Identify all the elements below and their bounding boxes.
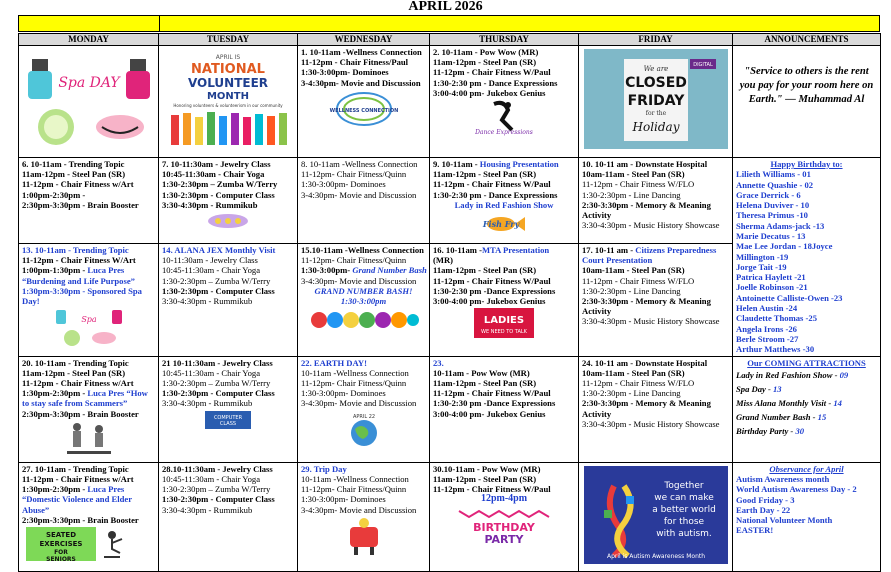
svg-text:Fish Fry: Fish Fry (482, 219, 520, 230)
activity: 1:30-2:30 pm - Dance Expressions (433, 77, 558, 88)
coming-list (736, 368, 877, 438)
svg-text:NATIONAL: NATIONAL (191, 62, 265, 77)
cell-mon-week3: 13. 10-11am - Trending Topic 11-12pm - Chair Fitness W/Art 1:00pm-1:30pm - Luca Pres “Burdening and Life Purpose” 1:30pm-3:30pm - Sponsored Spa Day! Spa (19, 243, 159, 356)
seated-exercises-image (26, 527, 126, 561)
svg-text:Holiday: Holiday (632, 120, 679, 134)
svg-text:VOLUNTEER: VOLUNTEER (187, 76, 269, 90)
birthday-item: Lilieth Williams - 01 (736, 169, 811, 180)
activity: 11am-12pm - Steel Pan (SR) (433, 57, 537, 68)
dance-expressions-logo (474, 100, 534, 136)
cell-thu-week3: 16. 10-11am -MTA Presentation (MR) 11am-12pm - Steel Pan (SR) 11-12pm - Chair Fitness W/Paul 1:30-2:30 pm -Dance Expressions 3:00-4:00 pm- Jukebox Genius LADIES WE NEED TO TALK (430, 243, 579, 356)
cell-tue-week1 (159, 46, 298, 158)
cell-tue-week2: 7. 10-11:30am - Jewelry Class 10:45-11:30am - Chair Yoga 1:30-2:30pm – Zumba W/Terry 1:30-2:30pm - Computer Class 3:30-4:30pm - Rummikub (159, 158, 298, 244)
cell-wed-week1 (298, 46, 430, 158)
week-row-1 (19, 46, 881, 158)
svg-text:FRIDAY: FRIDAY (627, 93, 684, 109)
cell-fri-week3: 17. 10-11 am - Citizens Preparedness Court Presentation 10am-11am - Steel Pan (SR) 11-12pm - Chair Fitness W/FLO 1:30-2:30pm - Line Dancing 2:30-3:30pm - Memory & Meaning Activity 3:30-4:30pm - Music History Showcase (579, 243, 733, 356)
cell-thu-week1 (430, 46, 579, 158)
birthday-item: Antoinette Calliste-Owen -23 (736, 292, 843, 303)
spa-day-image (24, 49, 154, 149)
cell-observances (733, 462, 881, 571)
svg-text:Honoring volunteers & voluntee: Honoring volunteers & volunteerism in our community (173, 103, 283, 108)
birthday-item: Marie Decatus - 13 (736, 230, 806, 241)
svg-text:LADIES: LADIES (483, 315, 525, 327)
svg-text:Dance Expressions: Dance Expressions (475, 129, 533, 137)
svg-text:CLOSED: CLOSED (624, 75, 687, 91)
coming-attraction-item: Birthday Party - 30 (736, 425, 805, 436)
svg-text:Spa: Spa (80, 315, 97, 325)
svg-text:WELLNESS CONNECTION: WELLNESS CONNECTION (329, 107, 398, 114)
birthday-list (736, 169, 877, 354)
yellow-banner (18, 15, 880, 32)
activity: 2. 10-11am - Pow Wow (MR) (433, 47, 539, 57)
observance-item: World Autism Awareness Day - 2 (736, 484, 857, 495)
svg-text:APRIL 22: APRIL 22 (352, 413, 375, 420)
svg-text:a better world: a better world (651, 504, 716, 515)
cell-thu-week2: 9. 10-11am - Housing Presentation 11am-12pm - Steel Pan (SR) 11-12pm - Chair Fitness W/Paul 1:30-2:30 pm - Dance Expressions Lady in Red Fashion Show Fish Fry (430, 158, 579, 244)
cell-tue-week3: 14. ALANA JEX Monthly Visit 10-11:30am - Jewelry Class 10:45-11:30am - Chair Yoga 1:30-2:30pm – Zumba W/Terry 1:30-2:30pm - Computer Class 3:30-4:30pm - Rummikub (159, 243, 298, 356)
activity: 11-12pm - Chair Fitness W/Paul (433, 67, 551, 78)
birthday-item: Helen Austin -24 (736, 303, 798, 314)
header-tuesday: TUESDAY (159, 34, 298, 46)
calendar-title: APRIL 2026 (408, 0, 483, 14)
week-row-4 (19, 356, 881, 462)
spa-day-small-image (54, 308, 124, 348)
svg-text:BIRTHDAY: BIRTHDAY (473, 520, 535, 534)
svg-text:CLASS: CLASS (219, 420, 237, 427)
cell-fri-week1 (579, 46, 733, 158)
birthday-item: Mae Lee Jordan - 18Joyce (736, 241, 833, 252)
fashion-show-label: Lady in Red Fashion Show (454, 199, 554, 210)
birthday-item: Patrica Haylett -21 (736, 272, 806, 283)
week-row-2 (19, 158, 881, 244)
birthday-party-image (454, 507, 554, 547)
cell-mon-week5: 27. 10-11am - Trending Topic 11-12pm - Chair Fitness w/Art 1:30pm-2:30pm - Luca Pres “Domestic Violence and Elder Abuse” 2:30pm-3:30pm - Brain Booster SEATED EXERCISES FOR SENIORS (19, 462, 159, 571)
svg-text:for the: for the (645, 110, 666, 117)
cell-announcements-quote (733, 46, 881, 158)
cell-thu-week5: 30.10-11am - Pow Wow (MR) 11am-12pm - Steel Pan (SR) 11-12pm - Chair Fitness W/Paul 12pm-4pm BIRTHDAY PARTY (430, 462, 579, 571)
svg-text:SENIORS: SENIORS (46, 555, 76, 563)
ladies-talk-image (474, 308, 534, 338)
activity: 1:30-3:00pm- Dominoes (301, 67, 389, 78)
header-friday: FRIDAY (579, 34, 733, 46)
cell-mon-week4: 20. 10-11am - Trending Topic 11am-12pm - Steel Pan (SR) 11-12pm - Chair Fitness w/Art 1:30pm-2:30pm - Luca Pres “How to stay safe from Scammers” 2:30pm-3:30pm - Brain Booster (19, 356, 159, 462)
observance-title: Observance for April (769, 463, 844, 474)
birthday-item: Berle Stroom -27 (736, 333, 799, 344)
jewelry-image (206, 212, 250, 230)
birthday-item: Angela Irons -26 (736, 323, 797, 334)
coming-title: Our COMING ATTRACTIONS (747, 357, 866, 368)
observance-list (736, 474, 877, 536)
cell-tue-week4: 21 10-11:30am - Jewelry Class 10:45-11:30am - Chair Yoga 1:30-2:30pm – Zumba W/Terry 1:30-2:30pm - Computer Class 3:30-4:30pm - Rummikub COMPUTER CLASS (159, 356, 298, 462)
quote-text: "Service to others is the rent you pay for your room here on Earth." — Muhammad Al (739, 66, 874, 105)
birthday-item: Claudette Thomas -25 (736, 313, 818, 324)
observance-item: National Volunteer Month (736, 515, 833, 526)
svg-text:MONTH: MONTH (206, 91, 250, 102)
svg-text:APRIL IS: APRIL IS (215, 54, 241, 61)
earth-day-image (333, 411, 395, 451)
svg-text:we can make: we can make (653, 492, 714, 503)
coming-attraction-item: Grand Number Bash - 15 (736, 411, 827, 422)
svg-text:DIGITAL: DIGITAL (692, 62, 713, 68)
svg-text:COMPUTER: COMPUTER (213, 414, 243, 421)
coming-attraction-item: Spa Day - 13 (736, 383, 782, 394)
svg-text:with autism.: with autism. (655, 528, 712, 539)
bingo-balls-image (309, 308, 419, 332)
activity: 1. 10-11am -Wellness Connection (301, 47, 422, 57)
observance-item: Good Friday - 3 (736, 494, 795, 505)
birthday-item: Sherma Adams-jack -13 (736, 220, 825, 231)
activity: 3:00-4:00 pm- Jukebox Genius (433, 87, 546, 98)
birthday-item: Millington -19 (736, 251, 789, 262)
cell-fri-week5 (579, 462, 733, 571)
coming-attraction-item: Lady in Red Fashion Show - 09 (736, 369, 849, 380)
fish-fry-image (479, 212, 529, 236)
coming-attraction-item: Miss Alana Monthly Visit - 14 (736, 397, 842, 408)
svg-text:EXERCISES: EXERCISES (39, 539, 83, 548)
cell-tue-week5: 28.10-11:30am - Jewelry Class 10:45-11:30am - Chair Yoga 1:30-2:30pm – Zumba W/Terry 1:30-2:30pm - Computer Class 3:30-4:30pm - Rummikub (159, 462, 298, 571)
party-time: 12pm-4pm (480, 493, 528, 505)
birthday-item: Helena Duviver - 10 (736, 200, 810, 211)
cell-wed-week5: 29. Trip Day 10-11am -Wellness Connection 11-12pm- Chair Fitness/Quinn 1:30-3:00pm- Dominoes 3-4:30pm- Movie and Discussion (298, 462, 430, 571)
birthday-item: Grace Derrick - 6 (736, 189, 801, 200)
header-monday: MONDAY (19, 34, 159, 46)
weekday-header-row (19, 34, 881, 46)
cell-birthdays (733, 158, 881, 357)
cell-mon-week1 (19, 46, 159, 158)
cell-fri-week2: 10. 10-11 am - Downstate Hospital 10am-11am - Steel Pan (SR) 11-12pm - Chair Fitness W/FLO 1:30-2:30pm - Line Dancing 2:30-3:30pm - Memory & Meaning Activity 3:30-4:30pm - Music History Showcase (579, 158, 733, 244)
observance-item: EASTER! (736, 525, 774, 536)
week-row-5 (19, 462, 881, 571)
svg-text:FOR: FOR (54, 548, 68, 556)
cell-wed-week3: 15.10-11am -Wellness Connection 11-12pm- Chair Fitness/Quinn 1:30-3:00pm- Grand Number Bash 3-4:30pm- Movie and Discussion GRAND NUMBER BASH! 1:30-3:00pm (298, 243, 430, 356)
header-wednesday: WEDNESDAY (298, 34, 430, 46)
observance-item: Earth Day - 22 (736, 504, 791, 515)
svg-text:April is Autism Awareness Mont: April is Autism Awareness Month (606, 552, 705, 560)
activity: 3-4:30pm- Movie and Discussion (301, 77, 421, 88)
birthday-item: Jorge Tait -19 (736, 261, 787, 272)
svg-text:Together: Together (663, 480, 704, 491)
cell-wed-week2: 8. 10-11am -Wellness Connection 11-12pm- Chair Fitness/Quinn 1:30-3:00pm- Dominoes 3-4:30pm- Movie and Discussion (298, 158, 430, 244)
birthday-title: Happy Birthday to: (770, 159, 843, 169)
header-announcements: ANNOUNCEMENTS (733, 34, 881, 46)
svg-text:for those: for those (663, 516, 704, 527)
birthday-item: Joelle Robinson -21 (736, 282, 808, 293)
svg-text:SEATED: SEATED (45, 530, 77, 539)
cell-wed-week4: 22. EARTH DAY! 10-11am -Wellness Connection 11-12pm- Chair Fitness/Quinn 1:30-3:00pm- Dominoes 3-4:30pm- Movie and Discussion APRIL 22 (298, 356, 430, 462)
trip-day-image (342, 517, 386, 557)
computer-class-image (205, 411, 251, 429)
exercise-image (59, 421, 119, 461)
spa-day-text: Spa DAY (57, 75, 120, 91)
header-thursday: THURSDAY (430, 34, 579, 46)
autism-awareness-image (584, 466, 728, 564)
birthday-item: Annette Quashie - 02 (736, 179, 814, 190)
closed-friday-image (584, 49, 728, 149)
birthday-item: Arthur Matthews -30 (736, 344, 815, 355)
observance-item: Autism Awareness month (736, 473, 830, 484)
svg-text:PARTY: PARTY (484, 532, 524, 546)
cell-thu-week4: 23. 10-11am - Pow Wow (MR) 11am-12pm - Steel Pan (SR) 11-12pm - Chair Fitness W/Paul 1:30-2:30 pm -Dance Expressions 3:00-4:00 pm- Jukebox Genius (430, 356, 579, 462)
activity: 11-12pm - Chair Fitness/Paul (301, 57, 409, 68)
calendar-grid (18, 33, 881, 572)
svg-text:WE NEED TO TALK: WE NEED TO TALK (481, 329, 527, 336)
wellness-connection-logo (329, 90, 398, 128)
birthday-item: Theresa Primus -10 (736, 210, 808, 221)
svg-text:We are: We are (643, 65, 668, 73)
cell-coming-attractions (733, 356, 881, 462)
cell-mon-week2: 6. 10-11am - Trending Topic 11am-12pm - Steel Pan (SR) 11-12pm - Chair Fitness w/Art 1:00pm-2:30pm - 2:30pm-3:30pm - Brain Booster (19, 158, 159, 244)
cell-fri-week4: 24. 10-11 am - Downstate Hospital 10am-11am - Steel Pan (SR) 11-12pm - Chair Fitness W/FLO 1:30-2:30pm - Line Dancing 2:30-3:30pm - Memory & Meaning Activity 3:30-4:30pm - Music History Showcase (579, 356, 733, 462)
volunteer-month-image (163, 49, 293, 149)
